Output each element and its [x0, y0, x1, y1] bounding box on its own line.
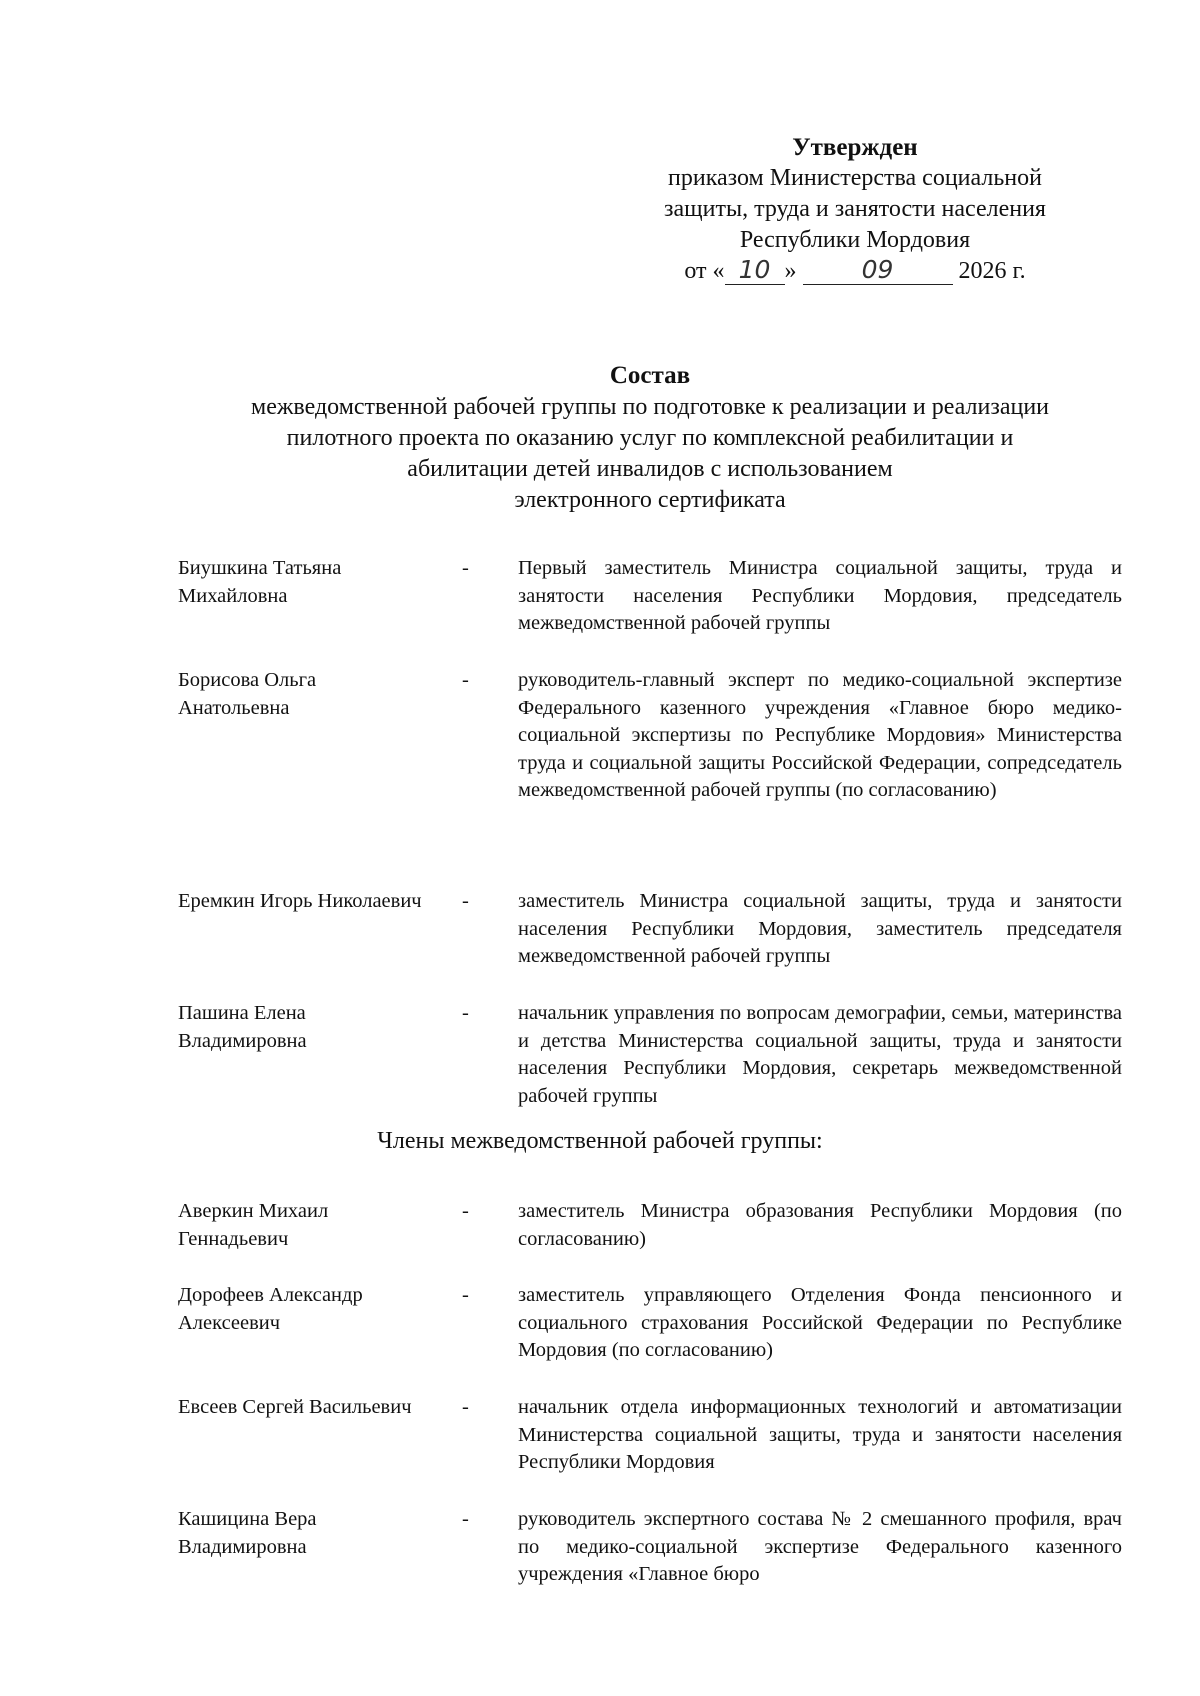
date-month-handwritten: 09	[861, 255, 894, 284]
title-line: межведомственной рабочей группы по подготовке к реализации и реализации	[251, 394, 1049, 420]
approval-heading: Утвержден	[792, 134, 918, 161]
person-role: Первый заместитель Министра социальной защиты, труда и занятости населения Республики Мордовия, председатель межведомственной рабочей группы	[518, 557, 1122, 634]
separator-dash: -	[462, 1200, 469, 1222]
date-year: 2026 г.	[958, 258, 1026, 284]
person-role: начальник отдела информационных технологий и автоматизации Министерства социальной защиты, труда и занятости населения Республики Мордовия	[518, 1396, 1122, 1473]
approval-date	[600, 256, 1110, 287]
person-name: Кашицина Вера Владимировна	[178, 1508, 317, 1558]
approval-block	[600, 132, 1110, 287]
date-mid: »	[784, 258, 797, 284]
separator-dash: -	[462, 1396, 469, 1418]
approval-line: Республики Мордовия	[739, 227, 971, 253]
person-role: руководитель-главный эксперт по медико-социальной экспертизе Федерального казенного учреждения «Главное бюро медико-социальной экспертизы по Республике Мордовия» Министерства труда и социальной защиты Российской Федерации, сопредседатель межведомственной рабочей группы (по согласованию)	[518, 669, 1122, 801]
document-title-block	[120, 360, 1180, 516]
date-day-handwritten: 10	[738, 255, 771, 284]
members-heading: Члены межведомственной рабочей группы:	[377, 1128, 823, 1154]
title-line: пилотного проекта по оказанию услуг по комплексной реабилитации и	[286, 425, 1014, 451]
separator-dash: -	[462, 1508, 469, 1530]
person-role: руководитель экспертного состава № 2 смешанного профиля, врач по медико-социальной экспертизе Федерального казенного учреждения «Главное бюро	[518, 1508, 1122, 1585]
date-month-field	[803, 257, 953, 285]
approval-line: приказом Министерства социальной	[668, 165, 1042, 191]
date-day-field	[725, 257, 785, 285]
person-name: Пашина Елена Владимировна	[178, 1002, 307, 1052]
person-name: Дорофеев Александр Алексеевич	[178, 1284, 363, 1334]
person-role: начальник управления по вопросам демографии, семьи, материнства и детства Министерства социальной защиты, труда и занятости населения Республики Мордовия, секретарь межведомственной рабочей группы	[518, 1002, 1122, 1107]
separator-dash: -	[462, 890, 469, 912]
approval-line: защиты, труда и занятости населения	[664, 196, 1046, 222]
person-name: Борисова Ольга Анатольевна	[178, 669, 317, 719]
person-name: Биушкина Татьяна Михайловна	[178, 557, 342, 607]
person-name: Еремкин Игорь Николаевич	[178, 890, 422, 912]
title-line: абилитации детей инвалидов с использованием	[407, 456, 893, 482]
person-role: заместитель управляющего Отделения Фонда пенсионного и социального страхования Российской Федерации по Республике Мордовия (по согласованию)	[518, 1284, 1122, 1361]
separator-dash: -	[462, 557, 469, 579]
date-prefix: от «	[684, 258, 725, 284]
person-name: Евсеев Сергей Васильевич	[178, 1396, 412, 1418]
separator-dash: -	[462, 1284, 469, 1306]
document-title: Состав	[609, 362, 691, 389]
title-line: электронного сертификата	[514, 487, 786, 513]
person-name: Аверкин Михаил Геннадьевич	[178, 1200, 329, 1250]
separator-dash: -	[462, 669, 469, 691]
person-role: заместитель Министра образования Республики Мордовия (по согласованию)	[518, 1200, 1122, 1250]
separator-dash: -	[462, 1002, 469, 1024]
person-role: заместитель Министра социальной защиты, труда и занятости населения Республики Мордовия, заместитель председателя межведомственной рабочей группы	[518, 890, 1122, 967]
